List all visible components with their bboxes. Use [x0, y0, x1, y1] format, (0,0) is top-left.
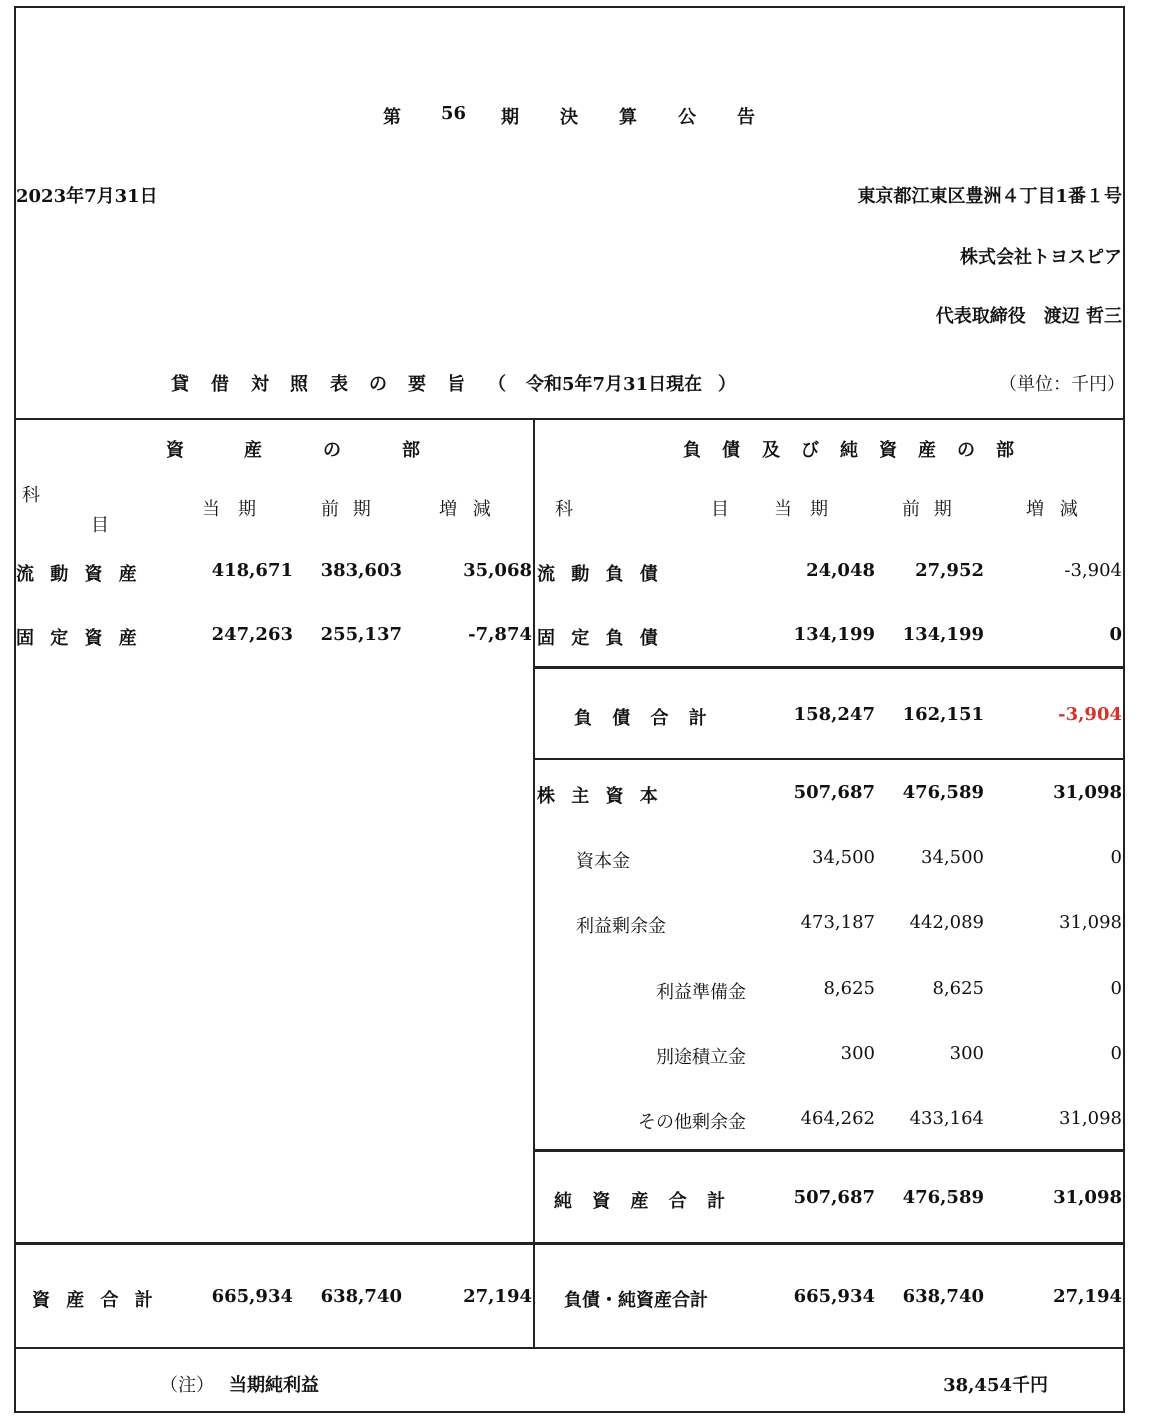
title-char: 算 [619, 107, 637, 128]
row-current: 158,247 [793, 704, 875, 725]
net-assets-total-top-rule [535, 1149, 1125, 1152]
table-top-rule [14, 418, 1125, 420]
row-label: 別途積立金 [656, 1047, 746, 1068]
bs-title-char: 旨 [447, 374, 465, 395]
note-top-rule [14, 1347, 1125, 1349]
liab-title-char: び [801, 440, 819, 461]
row-label: 純 資 産 合 計 [554, 1191, 726, 1212]
liab-col-item-right: 目 [711, 499, 729, 520]
row-previous: 433,164 [909, 1108, 984, 1129]
assets-col-change: 増 減 [439, 499, 491, 520]
row-change-negative: -3,904 [1058, 704, 1122, 725]
assets-col-previous: 前 期 [321, 499, 371, 520]
title-char: 告 [737, 107, 755, 128]
row-change: 35,068 [463, 560, 532, 581]
row-current: 418,671 [211, 560, 293, 581]
bs-title-char: 対 [251, 374, 269, 395]
table-center-divider [533, 418, 535, 1348]
row-change: 31,098 [1053, 782, 1122, 803]
row-change: 0 [1110, 847, 1122, 868]
row-previous: 638,740 [902, 1286, 984, 1307]
row-label: 固 定 負 債 [537, 628, 658, 649]
row-current: 24,048 [806, 560, 875, 581]
row-label: 利益準備金 [656, 982, 746, 1003]
liab-col-current: 当 期 [774, 499, 828, 520]
row-current: 665,934 [793, 1286, 875, 1307]
row-previous: 476,589 [902, 1187, 984, 1208]
row-previous: 300 [949, 1043, 984, 1064]
assets-title-char: 資 [166, 440, 184, 461]
unit-label: （単位：千円） [999, 374, 1125, 395]
liabilities-total-bottom-rule [535, 758, 1125, 760]
row-current: 464,262 [800, 1108, 875, 1129]
liabilities-total-top-rule [535, 666, 1125, 669]
bs-title-char: ） [718, 374, 736, 395]
row-previous: 638,740 [320, 1286, 402, 1307]
bs-title-char: の [369, 374, 387, 395]
row-label: 固 定 資 産 [16, 628, 137, 649]
note-value: 38,454千円 [943, 1375, 1048, 1396]
row-change: 0 [1110, 978, 1122, 999]
row-change: 0 [1109, 624, 1122, 645]
assets-title-char: 部 [402, 440, 420, 461]
liab-col-previous: 前 期 [902, 499, 952, 520]
bs-title-char: 表 [330, 374, 348, 395]
liab-title-char: 部 [996, 440, 1014, 461]
row-label: 流 動 負 債 [537, 564, 658, 585]
row-change: 31,098 [1053, 1187, 1122, 1208]
row-change: 31,098 [1059, 1108, 1122, 1129]
assets-title-char: の [323, 440, 341, 461]
liab-title-char: 及 [762, 440, 780, 461]
liab-col-item-left: 科 [555, 499, 573, 520]
bs-title-char: 貸 [171, 374, 189, 395]
row-current: 134,199 [793, 624, 875, 645]
row-label: 資 産 合 計 [32, 1290, 153, 1311]
row-current: 34,500 [812, 847, 875, 868]
row-previous: 8,625 [932, 978, 984, 999]
row-change: 0 [1110, 1043, 1122, 1064]
row-previous: 34,500 [921, 847, 984, 868]
row-previous: 255,137 [320, 624, 402, 645]
row-label: 流 動 資 産 [16, 564, 137, 585]
assets-col-item-bottom: 目 [91, 515, 109, 536]
row-current: 507,687 [793, 1187, 875, 1208]
announcement-date: 2023年7月31日 [16, 186, 158, 207]
row-previous: 476,589 [902, 782, 984, 803]
row-previous: 442,089 [909, 912, 984, 933]
note-prefix: （注） [160, 1375, 214, 1396]
bs-title-char: 照 [290, 374, 308, 395]
row-label: その他剰余金 [638, 1112, 746, 1133]
row-current: 665,934 [211, 1286, 293, 1307]
company-address: 東京都江東区豊洲４丁目1番１号 [857, 186, 1122, 207]
row-change: -7,874 [468, 624, 532, 645]
bs-title-char: （ [488, 374, 506, 395]
row-current: 507,687 [793, 782, 875, 803]
title-char: 期 [501, 107, 519, 128]
row-label: 負債・純資産合計 [564, 1290, 708, 1311]
row-previous: 134,199 [902, 624, 984, 645]
liab-title-char: 産 [918, 440, 936, 461]
row-previous: 162,151 [902, 704, 984, 725]
bs-title-date: 令和5年7月31日現在 [526, 374, 703, 395]
assets-col-item-top: 科 [22, 485, 40, 506]
row-previous: 27,952 [915, 560, 984, 581]
liab-col-change: 増 減 [1026, 499, 1078, 520]
liab-title-char: 債 [722, 440, 740, 461]
liab-title-char: の [957, 440, 975, 461]
row-change: 27,194 [463, 1286, 532, 1307]
bs-title-char: 要 [408, 374, 426, 395]
row-label: 負 債 合 計 [574, 708, 707, 729]
row-label: 株 主 資 本 [537, 786, 658, 807]
row-label: 資本金 [576, 851, 630, 872]
title-char: 第 [383, 107, 401, 128]
row-current: 473,187 [800, 912, 875, 933]
row-change: 31,098 [1059, 912, 1122, 933]
assets-col-current: 当 期 [202, 499, 256, 520]
liab-title-char: 資 [879, 440, 897, 461]
liab-title-char: 純 [840, 440, 858, 461]
row-change: 27,194 [1053, 1286, 1122, 1307]
row-current: 300 [840, 1043, 875, 1064]
liab-title-char: 負 [683, 440, 701, 461]
title-char: 決 [560, 107, 578, 128]
row-label: 利益剰余金 [576, 916, 666, 937]
company-name: 株式会社トヨスピア [960, 247, 1122, 268]
representative-name: 代表取締役 渡辺 哲三 [935, 306, 1122, 327]
title-char: 56 [441, 103, 467, 124]
row-current: 8,625 [823, 978, 875, 999]
row-current: 247,263 [211, 624, 293, 645]
grand-total-top-rule [14, 1242, 1125, 1245]
note-label: 当期純利益 [229, 1375, 319, 1396]
row-previous: 383,603 [320, 560, 402, 581]
bs-title-char: 借 [211, 374, 229, 395]
assets-title-char: 産 [244, 440, 262, 461]
row-change: -3,904 [1064, 560, 1122, 581]
title-char: 公 [678, 107, 696, 128]
